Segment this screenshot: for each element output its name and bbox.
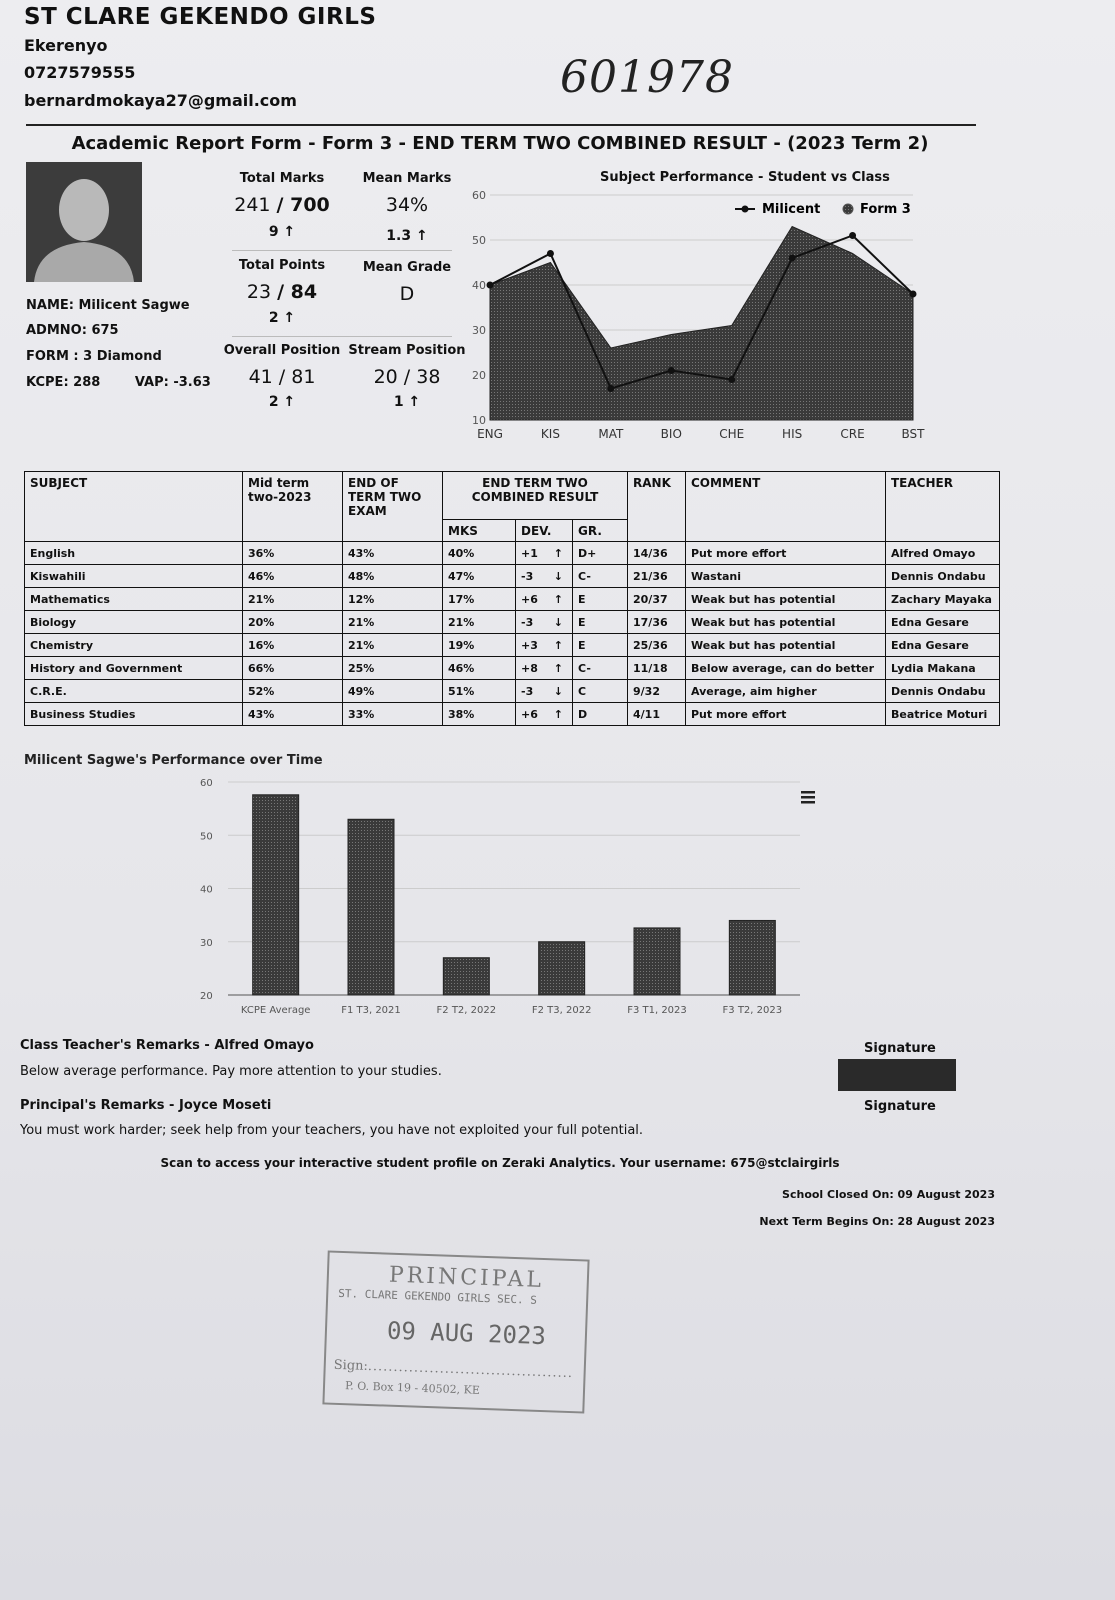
cell-grade: C- (573, 657, 628, 680)
cell-teacher: Alfred Omayo (886, 542, 1000, 565)
cell-dev: -3 ↓ (516, 680, 573, 703)
legend-milicent: Milicent (762, 202, 821, 217)
student-kcpe: 288 (73, 375, 101, 390)
y-tick-label: 40 (472, 279, 486, 292)
cell-endterm: 12% (343, 588, 443, 611)
col-gr: GR. (573, 520, 628, 542)
cell-grade: E (573, 634, 628, 657)
legend-form3: Form 3 (860, 202, 911, 217)
stream-position-value: 20 / 38 (373, 366, 441, 388)
cell-grade: E (573, 611, 628, 634)
cell-dev: +6 ↑ (516, 703, 573, 726)
cell-midterm: 21% (243, 588, 343, 611)
signature-image (838, 1059, 956, 1091)
cell-grade: C (573, 680, 628, 703)
x-tick-label: F2 T3, 2022 (531, 1005, 592, 1016)
table-row (25, 680, 1000, 703)
school-closed-date: School Closed On: 09 August 2023 (782, 1188, 995, 1201)
subject-chart-title: Subject Performance - Student vs Class (600, 170, 890, 185)
cell-comment: Weak but has potential (686, 611, 886, 634)
cell-teacher: Dennis Ondabu (886, 680, 1000, 703)
cell-grade: E (573, 588, 628, 611)
cell-subject: Chemistry (25, 634, 243, 657)
cell-mks: 46% (443, 657, 516, 680)
cell-teacher: Zachary Mayaka (886, 588, 1000, 611)
cell-teacher: Dennis Ondabu (886, 565, 1000, 588)
cell-midterm: 46% (243, 565, 343, 588)
cell-subject: C.R.E. (25, 680, 243, 703)
total-marks-value: 241 / 700 (234, 194, 330, 216)
signature-label: Signature (864, 1041, 936, 1056)
cell-dev: +6 ↑ (516, 588, 573, 611)
stream-position-label: Stream Position (348, 343, 466, 358)
handwritten-number: 601978 (560, 52, 734, 103)
stats-divider (232, 336, 452, 337)
avatar-silhouette-icon (26, 162, 142, 282)
results-table (24, 471, 1000, 726)
x-tick-label: F3 T2, 2023 (722, 1005, 783, 1016)
milicent-point (910, 291, 917, 298)
cell-mks: 51% (443, 680, 516, 703)
school-email: bernardmokaya27@gmail.com (24, 91, 297, 110)
header-divider (26, 124, 976, 126)
cell-mks: 21% (443, 611, 516, 634)
bar (634, 928, 680, 995)
cell-subject: English (25, 542, 243, 565)
hamburger-icon[interactable] (801, 791, 815, 804)
cell-subject: Business Studies (25, 703, 243, 726)
vap-label: VAP: (134, 375, 169, 390)
x-tick-label: BST (901, 427, 925, 441)
y-tick-label: 60 (200, 778, 213, 789)
col-combined: END TERM TWO COMBINED RESULT (443, 472, 628, 520)
trend-arrow-icon: ↑ (553, 661, 563, 675)
stream-position-change: 1 ↑ (393, 394, 421, 410)
cell-endterm: 48% (343, 565, 443, 588)
col-teacher: TEACHER (886, 472, 1000, 542)
class-teacher-remarks-text: Below average performance. Pay more attention to your studies. (20, 1064, 442, 1079)
y-tick-label: 30 (200, 937, 213, 949)
report-title: Academic Report Form - Form 3 - END TERM TWO COMBINED RESULT - (2023 Term 2) (71, 133, 929, 154)
x-tick-label: BIO (660, 427, 682, 441)
cell-mks: 17% (443, 588, 516, 611)
milicent-point (668, 367, 675, 374)
col-endterm: END OF TERM TWO EXAM (343, 472, 443, 542)
trend-arrow-icon: ↑ (553, 546, 563, 560)
y-tick-label: 50 (472, 234, 486, 247)
principal-remarks-title: Principal's Remarks - Joyce Moseti (20, 1098, 272, 1113)
cell-subject: Kiswahili (25, 565, 243, 588)
bar (443, 958, 489, 995)
cell-endterm: 21% (343, 611, 443, 634)
x-tick-label: KCPE Average (240, 1005, 311, 1016)
cell-comment: Put more effort (686, 542, 886, 565)
milicent-point (547, 250, 554, 257)
name-label: NAME: (26, 298, 74, 313)
total-points-change: 2 ↑ (268, 310, 296, 326)
cell-comment: Average, aim higher (686, 680, 886, 703)
trend-arrow-icon: ↑ (553, 638, 563, 652)
cell-rank: 21/36 (628, 565, 686, 588)
cell-subject: Biology (25, 611, 243, 634)
class-teacher-remarks-title: Class Teacher's Remarks - Alfred Omayo (20, 1038, 314, 1053)
cell-comment: Put more effort (686, 703, 886, 726)
cell-rank: 11/18 (628, 657, 686, 680)
cell-endterm: 21% (343, 634, 443, 657)
cell-teacher: Lydia Makana (886, 657, 1000, 680)
cell-midterm: 36% (243, 542, 343, 565)
school-location: Ekerenyo (24, 36, 108, 55)
y-tick-label: 40 (200, 884, 213, 896)
form3-area (490, 227, 913, 421)
school-phone: 0727579555 (24, 63, 136, 82)
next-term-date: Next Term Begins On: 28 August 2023 (759, 1215, 995, 1228)
cell-dev: +3 ↑ (516, 634, 573, 657)
cell-midterm: 20% (243, 611, 343, 634)
mean-marks-label: Mean Marks (362, 171, 452, 186)
cell-mks: 47% (443, 565, 516, 588)
mean-marks-value: 34% (385, 194, 429, 216)
student-name: Milicent Sagwe (78, 298, 190, 313)
x-tick-label: F1 T3, 2021 (341, 1005, 401, 1016)
cell-dev: -3 ↓ (516, 611, 573, 634)
y-tick-label: 60 (472, 189, 486, 202)
cell-endterm: 33% (343, 703, 443, 726)
x-tick-label: HIS (782, 427, 803, 441)
overall-position-value: 41 / 81 (248, 366, 316, 388)
milicent-point (728, 376, 735, 383)
milicent-point (487, 282, 494, 289)
bar (253, 795, 299, 995)
table-row (25, 703, 1000, 726)
table-row (25, 657, 1000, 680)
x-tick-label: F3 T1, 2023 (627, 1005, 687, 1016)
cell-subject: Mathematics (25, 588, 243, 611)
total-marks-label: Total Marks (239, 171, 325, 186)
total-points-label: Total Points (238, 258, 326, 273)
cell-comment: Wastani (686, 565, 886, 588)
total-points-value: 23 / 84 (246, 281, 318, 303)
x-tick-label: MAT (598, 427, 624, 441)
trend-arrow-icon: ↑ (553, 592, 563, 606)
stats-divider (232, 250, 452, 251)
cell-teacher: Beatrice Moturi (886, 703, 1000, 726)
student-name-row (26, 298, 190, 313)
form-label: FORM : (26, 349, 79, 364)
cell-midterm: 66% (243, 657, 343, 680)
time-chart-title: Milicent Sagwe's Performance over Time (24, 753, 323, 768)
cell-endterm: 49% (343, 680, 443, 703)
trend-arrow-icon: ↓ (553, 684, 563, 698)
student-form-row (26, 349, 162, 364)
mean-grade-value: D (399, 283, 415, 305)
cell-rank: 9/32 (628, 680, 686, 703)
x-tick-label: KIS (540, 427, 560, 441)
kcpe-label: KCPE: (26, 375, 69, 390)
cell-dev: -3 ↓ (516, 565, 573, 588)
cell-comment: Below average, can do better (686, 657, 886, 680)
trend-arrow-icon: ↓ (553, 615, 563, 629)
col-subject: SUBJECT (25, 472, 243, 542)
chart-legend (735, 202, 911, 217)
cell-endterm: 25% (343, 657, 443, 680)
table-row (25, 611, 1000, 634)
cell-mks: 19% (443, 634, 516, 657)
cell-grade: C- (573, 565, 628, 588)
cell-grade: D (573, 703, 628, 726)
bar (729, 920, 775, 995)
table-row (25, 634, 1000, 657)
cell-midterm: 52% (243, 680, 343, 703)
y-tick-label: 30 (472, 324, 486, 337)
x-tick-label: ENG (477, 427, 503, 441)
scan-instructions: Scan to access your interactive student profile on Zeraki Analytics. Your username: 675@stclairgirls (160, 1156, 840, 1170)
table-row (25, 565, 1000, 588)
milicent-point (849, 232, 856, 239)
total-marks-change: 9 ↑ (268, 224, 296, 240)
col-dev: DEV. (516, 520, 573, 542)
student-adm: 675 (91, 323, 119, 338)
trend-arrow-icon: ↑ (553, 707, 563, 721)
cell-rank: 17/36 (628, 611, 686, 634)
cell-dev: +1 ↑ (516, 542, 573, 565)
cell-dev: +8 ↑ (516, 657, 573, 680)
mean-marks-change: 1.3 ↑ (386, 228, 428, 244)
cell-teacher: Edna Gesare (886, 611, 1000, 634)
cell-rank: 25/36 (628, 634, 686, 657)
cell-midterm: 43% (243, 703, 343, 726)
overall-position-change: 2 ↑ (268, 394, 296, 410)
milicent-point (607, 385, 614, 392)
student-form: 3 Diamond (83, 349, 162, 364)
y-tick-label: 10 (472, 414, 486, 427)
school-name: ST CLARE GEKENDO GIRLS (24, 4, 377, 30)
student-kcpe-row (26, 375, 211, 390)
y-tick-label: 20 (200, 991, 213, 1002)
principal-remarks-text: You must work harder; seek help from your teachers, you have not exploited your full potential. (20, 1123, 644, 1138)
col-comment: COMMENT (686, 472, 886, 542)
x-tick-label: CRE (840, 427, 865, 441)
cell-midterm: 16% (243, 634, 343, 657)
cell-endterm: 43% (343, 542, 443, 565)
y-tick-label: 20 (472, 369, 486, 382)
table-row (25, 542, 1000, 565)
cell-comment: Weak but has potential (686, 588, 886, 611)
cell-mks: 40% (443, 542, 516, 565)
student-adm-row (26, 323, 119, 338)
cell-rank: 14/36 (628, 542, 686, 565)
performance-over-time-chart (190, 770, 830, 1020)
student-vap: -3.63 (173, 375, 211, 390)
x-tick-label: F2 T2, 2022 (436, 1005, 497, 1016)
trend-arrow-icon: ↓ (553, 569, 563, 583)
table-row (25, 588, 1000, 611)
bar (539, 942, 585, 995)
signature-label: Signature (864, 1099, 936, 1114)
overall-position-label: Overall Position (223, 343, 341, 358)
principal-stamp: PRINCIPAL ST. CLARE GEKENDO GIRLS SEC. S 09 AUG 2023 Sign:........................................ P. O. Box 19 - 40502, KE (322, 1250, 589, 1413)
bar (348, 819, 394, 995)
col-midterm: Mid term two-2023 (243, 472, 343, 542)
mean-grade-label: Mean Grade (362, 260, 452, 275)
col-rank: RANK (628, 472, 686, 542)
cell-grade: D+ (573, 542, 628, 565)
col-mks: MKS (443, 520, 516, 542)
cell-rank: 4/11 (628, 703, 686, 726)
cell-comment: Weak but has potential (686, 634, 886, 657)
cell-rank: 20/37 (628, 588, 686, 611)
y-tick-label: 50 (200, 831, 213, 843)
cell-teacher: Edna Gesare (886, 634, 1000, 657)
cell-subject: History and Government (25, 657, 243, 680)
milicent-point (789, 255, 796, 262)
adm-label: ADMNO: (26, 323, 87, 338)
student-photo (26, 162, 142, 282)
subject-performance-chart (470, 185, 950, 460)
x-tick-label: CHE (719, 427, 745, 441)
cell-mks: 38% (443, 703, 516, 726)
